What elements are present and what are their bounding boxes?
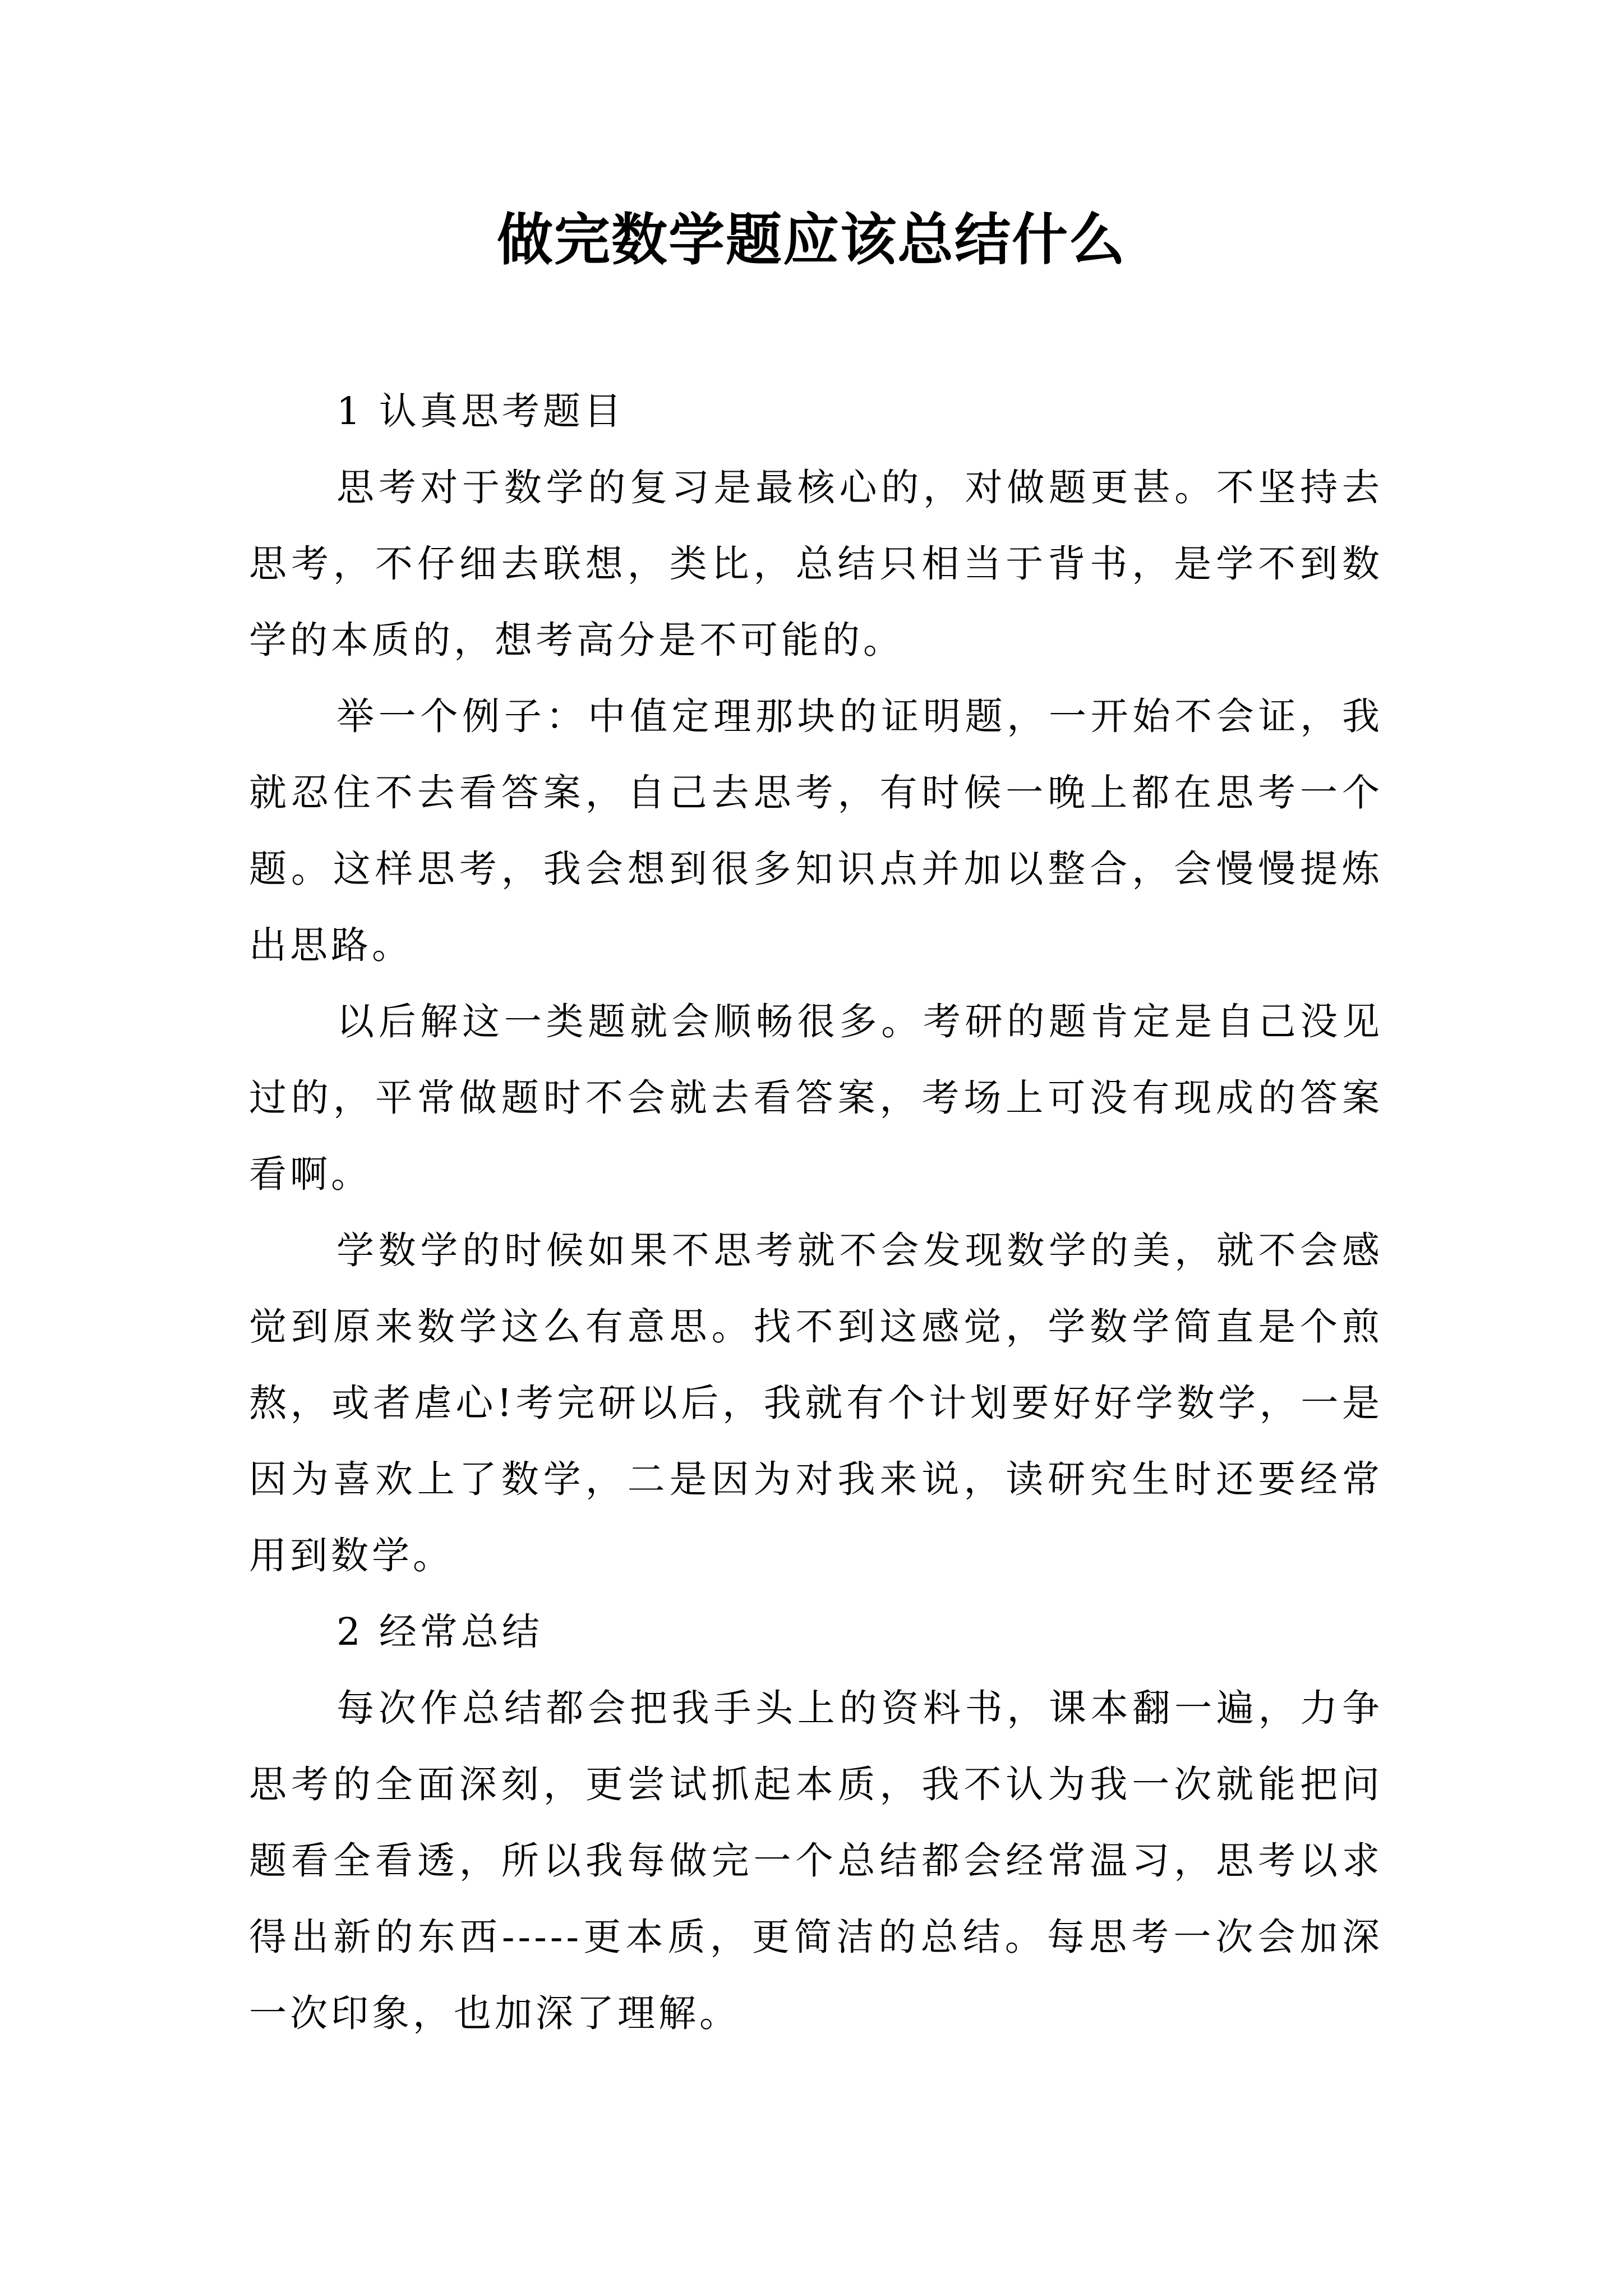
paragraph: 每次作总结都会把我手头上的资料书，课本翻一遍，力争思考的全面深刻，更尝试抓起本质，我不认为我一次就能把问题看全看透，所以我每做完一个总结都会经常温习，思考以求得出新的东西-----更本质，更简洁的总结。每思考一次会加深一次印象，也加深了理解。 (249, 1686, 1383, 2035)
paragraph: 以后解这一类题就会顺畅很多。考研的题肯定是自己没见过的，平常做题时不会就去看答案，考场上可没有现成的答案看啊。 (249, 1000, 1383, 1196)
paragraph: 思考对于数学的复习是最核心的，对做题更甚。不坚持去思考，不仔细去联想，类比，总结只相当于背书，是学不到数学的本质的，想考高分是不可能的。 (249, 466, 1383, 662)
section-heading-2: 2 经常总结 (336, 1610, 543, 1654)
section-heading-1: 1 认真思考题目 (336, 389, 625, 433)
paragraph: 学数学的时候如果不思考就不会发现数学的美，就不会感觉到原来数学这么有意思。找不到这感觉，学数学简直是个煎熬，或者虐心!考完研以后，我就有个计划要好好学数学，一是因为喜欢上了数学，二是因为对我来说，读研究生时还要经常用到数学。 (249, 1228, 1383, 1577)
paragraph: 举一个例子：中值定理那块的证明题，一开始不会证，我就忍住不去看答案，自己去思考，有时候一晚上都在思考一个题。这样思考，我会想到很多知识点并加以整合，会慢慢提炼出思路。 (249, 694, 1383, 967)
document-title: 做完数学题应该总结什么 (497, 206, 1126, 273)
document-body (249, 373, 1383, 2051)
